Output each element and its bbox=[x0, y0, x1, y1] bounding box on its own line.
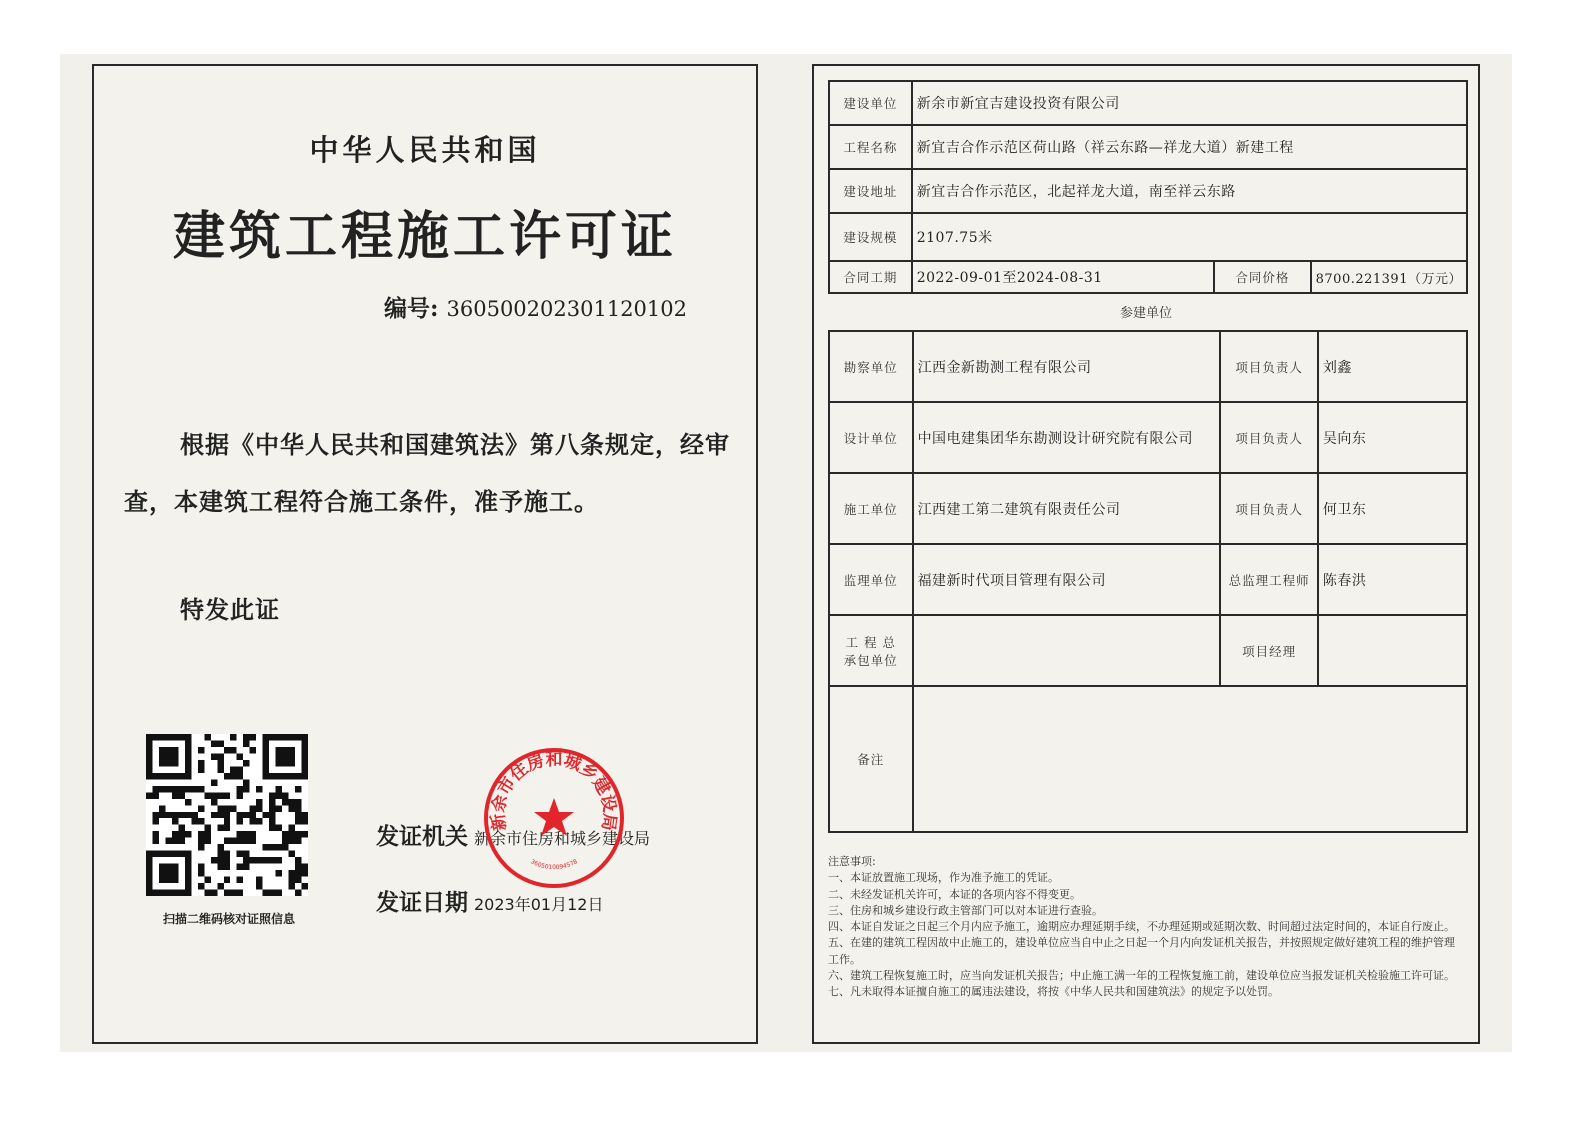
note-item: 四、本证自发证之日起三个月内应予施工，逾期应办理延期手续，不办理延期或延期次数、时间超过法定时间的，本证自行废止。 bbox=[828, 920, 1455, 934]
table-row bbox=[829, 125, 1467, 169]
participant-label: 工 程 总 承包单位 bbox=[829, 615, 913, 686]
qr-code[interactable] bbox=[146, 734, 308, 896]
participant-person: 陈春洪 bbox=[1318, 544, 1467, 615]
info-label: 工程名称 bbox=[829, 125, 912, 169]
info-value: 新余市新宜吉建设投资有限公司 bbox=[912, 81, 1467, 125]
period-label: 合同工期 bbox=[829, 261, 912, 293]
table-row bbox=[829, 213, 1467, 261]
info-value: 新宜吉合作示范区，北起祥龙大道，南至祥云东路 bbox=[912, 169, 1467, 213]
participant-person: 何卫东 bbox=[1318, 473, 1467, 544]
project-info-table bbox=[828, 80, 1468, 294]
participant-role: 项目负责人 bbox=[1220, 331, 1317, 402]
remarks-value bbox=[913, 686, 1467, 832]
info-value: 新宜吉合作示范区荷山路（祥云东路—祥龙大道）新建工程 bbox=[912, 125, 1467, 169]
participant-label: 设计单位 bbox=[829, 402, 913, 473]
price-label: 合同价格 bbox=[1214, 261, 1310, 293]
remarks-label: 备注 bbox=[829, 686, 913, 832]
info-label: 建设地址 bbox=[829, 169, 912, 213]
participant-row bbox=[829, 544, 1467, 615]
certificate-front bbox=[92, 64, 758, 1044]
remarks-row bbox=[829, 686, 1467, 832]
participant-label: 施工单位 bbox=[829, 473, 913, 544]
participant-company bbox=[913, 615, 1221, 686]
participant-label: 勘察单位 bbox=[829, 331, 913, 402]
country-name: 中华人民共和国 bbox=[309, 133, 541, 167]
number-label: 编号: bbox=[384, 295, 439, 322]
participants-title: 参建单位 bbox=[1119, 306, 1172, 321]
notes-list bbox=[828, 870, 1464, 1000]
participant-role: 项目经理 bbox=[1220, 615, 1317, 686]
participant-company: 江西金新勘测工程有限公司 bbox=[913, 331, 1221, 402]
participants-table bbox=[828, 330, 1468, 833]
certificate-body-text: 根据《中华人民共和国建筑法》第八条规定，经审查，本建筑工程符合施工条件，准予施工。 bbox=[124, 430, 730, 516]
table-row bbox=[829, 169, 1467, 213]
price-value: 8700.221391（万元） bbox=[1311, 261, 1467, 293]
participant-role: 总监理工程师 bbox=[1220, 544, 1317, 615]
info-label: 建设规模 bbox=[829, 213, 912, 261]
note-item: 五、在建的建筑工程因故中止施工的，建设单位应当自中止之日起一个月内向发证机关报告，并按照规定做好建筑工程的维护管理工作。 bbox=[828, 936, 1455, 966]
info-label: 建设单位 bbox=[829, 81, 912, 125]
participant-person bbox=[1318, 615, 1467, 686]
period-value: 2022-09-01至2024-08-31 bbox=[912, 261, 1215, 293]
participant-role: 项目负责人 bbox=[1220, 402, 1317, 473]
date-value: 2023年01月12日 bbox=[474, 895, 604, 914]
participant-row bbox=[829, 402, 1467, 473]
special-issue-text: 特发此证 bbox=[180, 595, 280, 624]
svg-text:3605010094578 bbox=[529, 858, 579, 871]
date-label: 发证日期 bbox=[376, 889, 468, 916]
notes-section bbox=[828, 854, 1464, 1001]
seal-text: 新余市住房和城乡建设局 bbox=[488, 749, 620, 832]
note-item: 二、未经发证机关许可，本证的各项内容不得变更。 bbox=[828, 887, 1081, 901]
official-seal bbox=[482, 746, 626, 890]
issuer-value: 新余市住房和城乡建设局 bbox=[474, 829, 651, 848]
participant-company: 江西建工第二建筑有限责任公司 bbox=[913, 473, 1221, 544]
note-item: 七、凡未取得本证擅自施工的属违法建设，将按《中华人民共和国建筑法》的规定予以处罚。 bbox=[828, 985, 1279, 999]
table-row bbox=[829, 261, 1467, 293]
participant-row bbox=[829, 473, 1467, 544]
number-value: 360500202301120102 bbox=[446, 297, 687, 321]
note-item: 三、住房和城乡建设行政主管部门可以对本证进行查验。 bbox=[828, 903, 1103, 917]
participant-row bbox=[829, 615, 1467, 686]
participant-company: 福建新时代项目管理有限公司 bbox=[913, 544, 1221, 615]
qr-caption: 扫描二维码核对证照信息 bbox=[162, 912, 295, 926]
participant-row bbox=[829, 331, 1467, 402]
participant-person: 刘鑫 bbox=[1318, 331, 1467, 402]
certificate-back bbox=[812, 64, 1480, 1044]
certificate-title: 建筑工程施工许可证 bbox=[172, 206, 677, 267]
participant-label: 监理单位 bbox=[829, 544, 913, 615]
notes-title: 注意事项: bbox=[828, 855, 876, 868]
issuer-label: 发证机关 bbox=[376, 823, 468, 850]
participant-role: 项目负责人 bbox=[1220, 473, 1317, 544]
table-row bbox=[829, 81, 1467, 125]
seal-code: 3605010094578 bbox=[529, 858, 579, 872]
note-item: 一、本证放置施工现场，作为准予施工的凭证。 bbox=[828, 871, 1059, 885]
info-value: 2107.75米 bbox=[912, 213, 1467, 261]
participant-company: 中国电建集团华东勘测设计研究院有限公司 bbox=[913, 402, 1221, 473]
note-item: 六、建筑工程恢复施工时，应当向发证机关报告；中止施工满一年的工程恢复施工前，建设单位应当报发证机关检验施工许可证。 bbox=[828, 969, 1455, 983]
participant-person: 吴向东 bbox=[1318, 402, 1467, 473]
certificate-number bbox=[384, 290, 687, 323]
